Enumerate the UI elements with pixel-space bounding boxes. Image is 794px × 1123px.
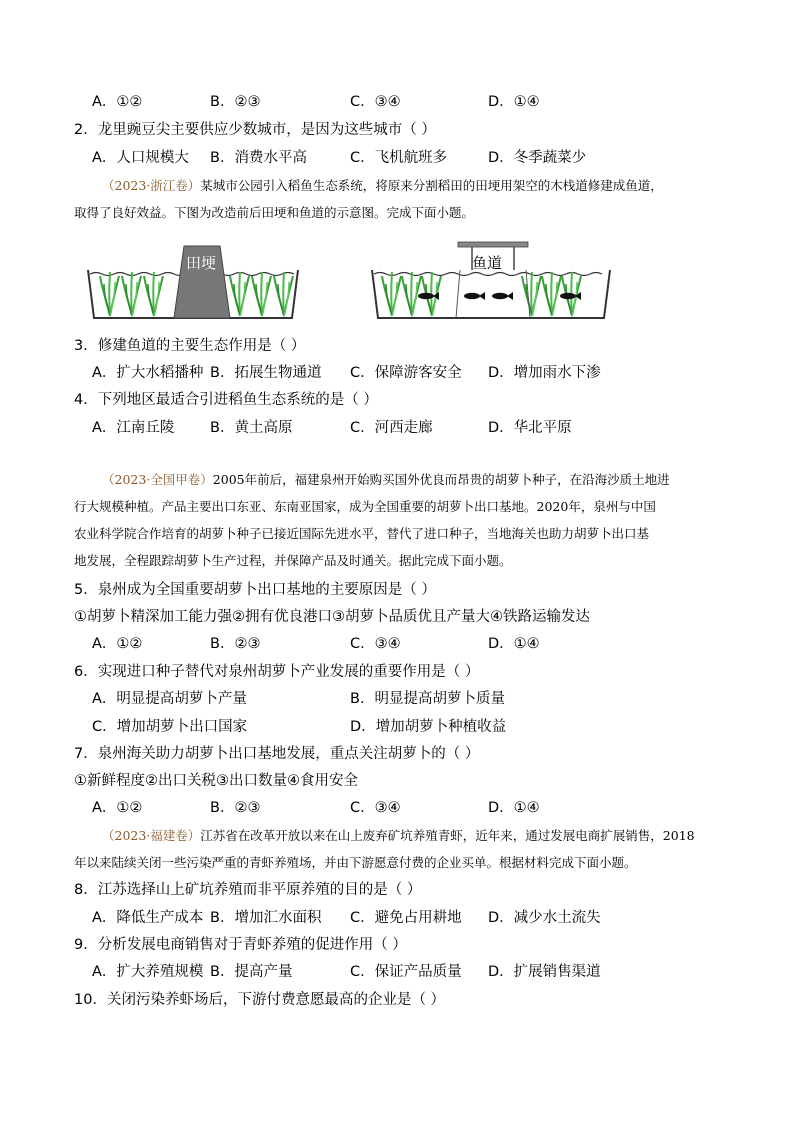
q8-stem: 8．江苏选择山上矿坑养殖而非平原养殖的目的是（ ） (74, 882, 422, 898)
q5-option-d: D．①④ (488, 636, 540, 652)
material-1-line-1: （2023·浙江卷）某城市公园引入稻鱼生态系统，将原来分割稻田的田埂用架空的木栈道修建成鱼道， (74, 176, 724, 196)
material-3-line-2: 年以来陆续关闭一些污染严重的青虾养殖场，并由下游愿意付费的企业买单。根据材料完成下面小题。 (74, 855, 637, 870)
q6-stem: 6．实现进口种子替代对泉州胡萝卜产业发展的重要作用是（ ） (74, 664, 480, 680)
q4-option-c: C．河西走廊 (350, 420, 433, 436)
q4-option-d: D．华北平原 (488, 420, 572, 436)
material-1-line-2: 取得了良好效益。下图为改造前后田埂和鱼道的示意图。完成下面小题。 (74, 205, 475, 220)
q2-option-b: B．消费水平高 (210, 150, 307, 166)
q4-option-a: A．江南丘陵 (92, 420, 175, 436)
q9-option-b: B．提高产量 (210, 964, 293, 980)
q5-items: ①胡萝卜精深加工能力强②拥有优良港口③胡萝卜品质优且产量大④铁路运输发达 (74, 609, 590, 625)
q6-option-a: A．明显提高胡萝卜产量 (92, 691, 247, 707)
q10-stem: 10．关闭污染养虾场后，下游付费意愿最高的企业是（ ） (74, 992, 446, 1008)
q3-option-b: B．拓展生物通道 (210, 365, 322, 381)
material-2-line-3: 农业科学院合作培育的胡萝卜种子已接近国际先进水平，替代了进口种子，当地海关也助力胡萝卜出口基 (74, 526, 650, 541)
q6-option-d: D．增加胡萝卜种植收益 (350, 719, 507, 735)
q5-stem: 5．泉州成为全国重要胡萝卜出口基地的主要原因是（ ） (74, 582, 436, 598)
q9-stem: 9．分析发展电商销售对于青虾养殖的促进作用（ ） (74, 937, 407, 953)
q8-option-d: D．减少水土流失 (488, 910, 601, 926)
q6-option-b: B．明显提高胡萝卜质量 (350, 691, 505, 707)
q2-option-d: D．冬季蔬菜少 (488, 150, 587, 166)
material-3-line-1: （2023·福建卷）江苏省在改革开放以来在山上废弃矿坑养殖青虾，近年来，通过发展电商扩展销售，2018 (74, 826, 724, 846)
material-2-line-4: 地发展，全程跟踪胡萝卜生产过程，并保障产品及时通关。据此完成下面小题。 (74, 553, 512, 568)
q7-option-a: A．①② (92, 800, 143, 816)
q1-option-b: B．②③ (210, 94, 261, 110)
q7-items: ①新鲜程度②出口关税③出口数量④食用安全 (74, 773, 358, 789)
q7-option-d: D．①④ (488, 800, 540, 816)
q3-option-a: A．扩大水稻播种 (92, 365, 204, 381)
q4-stem: 4．下列地区最适合引进稻鱼生态系统的是（ ） (74, 392, 378, 408)
material-3-source: （2023·福建卷） (102, 828, 201, 843)
q8-option-a: A．降低生产成本 (92, 910, 204, 926)
q3-option-c: C．保障游客安全 (350, 365, 462, 381)
q7-option-b: B．②③ (210, 800, 261, 816)
q7-stem: 7．泉州海关助力胡萝卜出口基地发展，重点关注胡萝卜的（ ） (74, 746, 480, 762)
fish-channel-label: 鱼道 (472, 254, 503, 272)
q2-option-c: C．飞机航班多 (350, 150, 448, 166)
q8-option-b: B．增加汇水面积 (210, 910, 322, 926)
q3-stem: 3．修建鱼道的主要生态作用是（ ） (74, 338, 306, 354)
material-2-line-2: 行大规模种植。产品主要出口东亚、东南亚国家，成为全国重要的胡萝卜出口基地。2020年，泉州与中国 (74, 499, 656, 514)
material-2-line-1: （2023·全国甲卷）2005年前后，福建泉州开始购买国外优良而昂贵的胡萝卜种子，在沿海沙质土地进 (74, 470, 724, 490)
q9-option-a: A．扩大养殖规模 (92, 964, 204, 980)
q2-stem: 2．龙里豌豆尖主要供应少数城市，是因为这些城市（ ） (74, 122, 436, 138)
q4-option-b: B．黄土高原 (210, 420, 293, 436)
material-1-source: （2023·浙江卷） (102, 178, 201, 193)
q1-option-c: C．③④ (350, 94, 401, 110)
q9-option-d: D．扩展销售渠道 (488, 964, 601, 980)
q9-option-c: C．保证产品质量 (350, 964, 462, 980)
q1-option-d: D．①④ (488, 94, 540, 110)
paddy-field-diagram (80, 238, 620, 324)
q1-option-a: A．①② (92, 94, 143, 110)
q8-option-c: C．避免占用耕地 (350, 910, 462, 926)
field-ridge-label: 田埂 (186, 254, 217, 272)
q6-option-c: C．增加胡萝卜出口国家 (92, 719, 248, 735)
q5-option-a: A．①② (92, 636, 143, 652)
q5-option-c: C．③④ (350, 636, 401, 652)
q2-option-a: A．人口规模大 (92, 150, 189, 166)
material-2-source: （2023·全国甲卷） (102, 472, 213, 487)
q7-option-c: C．③④ (350, 800, 401, 816)
q5-option-b: B．②③ (210, 636, 261, 652)
q3-option-d: D．增加雨水下渗 (488, 365, 601, 381)
